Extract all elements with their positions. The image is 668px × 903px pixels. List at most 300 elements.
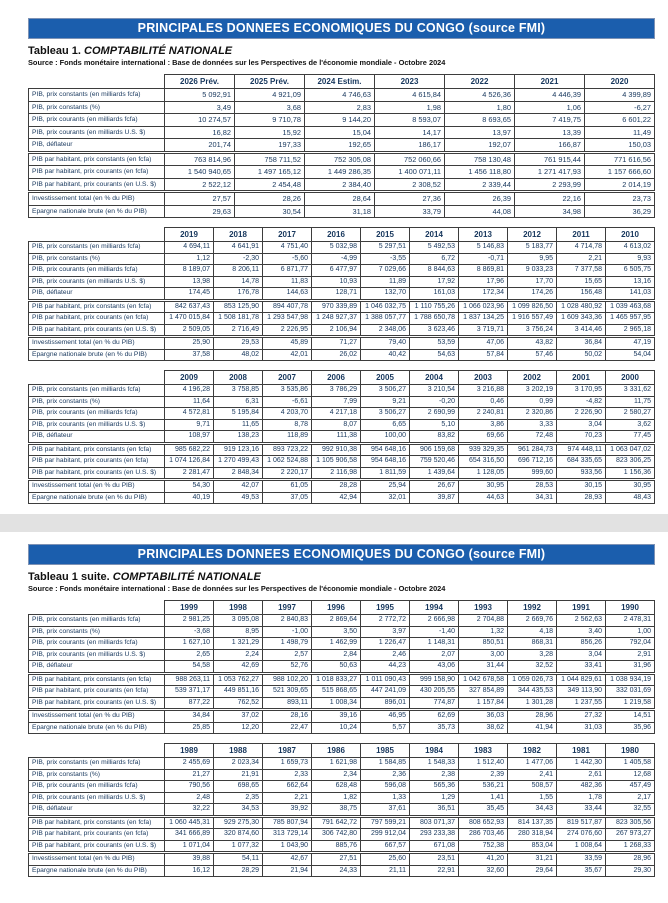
data-cell: 9,21 bbox=[361, 396, 410, 408]
row-label: PIB, prix courants (en milliards fcfa) bbox=[29, 265, 165, 277]
year-header: 2007 bbox=[263, 371, 312, 385]
data-cell: 2 220,17 bbox=[263, 467, 312, 480]
data-cell: 17,70 bbox=[508, 276, 557, 288]
data-cell: 2 869,64 bbox=[312, 615, 361, 627]
data-cell: -5,60 bbox=[263, 253, 312, 265]
data-cell: 57,84 bbox=[459, 349, 508, 361]
data-cell: 823 306,25 bbox=[606, 456, 655, 468]
data-cell: 42,67 bbox=[263, 853, 312, 866]
table-row bbox=[29, 431, 655, 444]
data-cell: 54,30 bbox=[165, 480, 214, 493]
row-label: Epargne nationale brute (en % du PIB) bbox=[29, 205, 165, 218]
data-cell: 929 275,30 bbox=[214, 816, 263, 829]
table-row bbox=[29, 722, 655, 734]
data-cell: 1 584,85 bbox=[361, 758, 410, 770]
data-cell: -0,20 bbox=[410, 396, 459, 408]
corner-cell bbox=[29, 601, 165, 615]
table-row bbox=[29, 480, 655, 493]
data-cell: 77,45 bbox=[606, 431, 655, 444]
data-cell: 313 729,14 bbox=[263, 829, 312, 841]
data-cell: 31,44 bbox=[459, 661, 508, 674]
data-cell: 3 414,46 bbox=[557, 324, 606, 337]
data-cell: 8 206,11 bbox=[214, 265, 263, 277]
corner-cell bbox=[29, 75, 165, 89]
data-cell: 1 157,84 bbox=[459, 697, 508, 710]
data-cell: 3,50 bbox=[312, 626, 361, 638]
data-cell: 1 271 417,93 bbox=[515, 166, 585, 179]
data-cell: 161,03 bbox=[410, 288, 459, 301]
data-cell: 539 371,17 bbox=[165, 686, 214, 698]
data-cell: 192,07 bbox=[445, 139, 515, 153]
row-label: Investissement total (en % du PIB) bbox=[29, 853, 165, 866]
data-cell: 8 869,81 bbox=[459, 265, 508, 277]
data-cell: 919 123,16 bbox=[214, 443, 263, 456]
data-cell: 44,08 bbox=[445, 205, 515, 218]
data-cell: 42,94 bbox=[312, 492, 361, 504]
data-cell: 2,17 bbox=[606, 792, 655, 804]
data-cell: 4,18 bbox=[508, 626, 557, 638]
data-cell: 1 038 934,19 bbox=[606, 673, 655, 686]
row-label: PIB, prix courants (en milliards U.S. $) bbox=[29, 792, 165, 804]
row-label: PIB, prix courants (en milliards U.S. $) bbox=[29, 419, 165, 431]
year-header-row bbox=[29, 601, 655, 615]
data-cell: 2 339,44 bbox=[445, 178, 515, 192]
data-cell: 1,00 bbox=[606, 626, 655, 638]
row-label: PIB, déflateur bbox=[29, 139, 165, 153]
data-cell: 28,93 bbox=[557, 492, 606, 504]
data-cell: 1 071,04 bbox=[165, 840, 214, 853]
table-row bbox=[29, 419, 655, 431]
data-cell: 21,91 bbox=[214, 769, 263, 781]
year-header: 2026 Prév. bbox=[165, 75, 235, 89]
data-cell: 54,58 bbox=[165, 661, 214, 674]
data-cell: 2 023,34 bbox=[214, 758, 263, 770]
data-cell: 37,58 bbox=[165, 349, 214, 361]
data-cell: 1,12 bbox=[165, 253, 214, 265]
data-cell: 5,57 bbox=[361, 722, 410, 734]
data-cell: 2 562,63 bbox=[557, 615, 606, 627]
data-cell: 156,48 bbox=[557, 288, 606, 301]
data-cell: -0,71 bbox=[459, 253, 508, 265]
data-cell: 10,93 bbox=[312, 276, 361, 288]
row-label: PIB par habitant, prix courants (en fcfa) bbox=[29, 166, 165, 179]
data-cell: -3,68 bbox=[165, 626, 214, 638]
table-row bbox=[29, 697, 655, 710]
data-cell: 2,39 bbox=[459, 769, 508, 781]
data-cell: 28,26 bbox=[235, 192, 305, 206]
data-cell: 482,36 bbox=[557, 781, 606, 793]
data-cell: 893,11 bbox=[263, 697, 312, 710]
table-row bbox=[29, 265, 655, 277]
data-cell: 33,44 bbox=[557, 804, 606, 817]
data-cell: 30,95 bbox=[459, 480, 508, 493]
data-cell: 15,04 bbox=[305, 126, 375, 139]
year-header: 2022 bbox=[445, 75, 515, 89]
data-cell: 954 648,16 bbox=[361, 443, 410, 456]
row-label: Epargne nationale brute (en % du PIB) bbox=[29, 492, 165, 504]
table-row bbox=[29, 686, 655, 698]
data-cell: 850,51 bbox=[459, 638, 508, 650]
data-cell: 26,67 bbox=[410, 480, 459, 493]
data-cell: 32,22 bbox=[165, 804, 214, 817]
data-cell: 5,10 bbox=[410, 419, 459, 431]
data-cell: 10,24 bbox=[312, 722, 361, 734]
data-cell: 992 910,38 bbox=[312, 443, 361, 456]
data-cell: 1 916 557,49 bbox=[508, 313, 557, 325]
data-cell: -3,55 bbox=[361, 253, 410, 265]
data-cell: 28,96 bbox=[508, 710, 557, 723]
report-page-2 bbox=[0, 532, 668, 903]
data-cell: 2,65 bbox=[165, 649, 214, 661]
data-cell: 31,96 bbox=[606, 661, 655, 674]
data-cell: 38,62 bbox=[459, 722, 508, 734]
data-cell: 47,19 bbox=[606, 337, 655, 350]
table-row bbox=[29, 192, 655, 206]
data-cell: 26,02 bbox=[312, 349, 361, 361]
data-cell: 2,24 bbox=[214, 649, 263, 661]
data-cell: 2,33 bbox=[263, 769, 312, 781]
table-1999-1990 bbox=[28, 600, 655, 734]
data-cell: 3 756,24 bbox=[508, 324, 557, 337]
data-cell: 5 146,83 bbox=[459, 242, 508, 254]
year-header: 2014 bbox=[410, 228, 459, 242]
data-cell: 1 456 118,80 bbox=[445, 166, 515, 179]
data-cell: 36,51 bbox=[410, 804, 459, 817]
data-cell: 1 008,64 bbox=[557, 840, 606, 853]
table-row bbox=[29, 349, 655, 361]
data-cell: 823 305,56 bbox=[606, 816, 655, 829]
data-cell: 536,21 bbox=[459, 781, 508, 793]
data-cell: 771 616,56 bbox=[585, 152, 655, 166]
table-row bbox=[29, 178, 655, 192]
data-cell: 57,46 bbox=[508, 349, 557, 361]
data-cell: 293 233,38 bbox=[410, 829, 459, 841]
year-header-row bbox=[29, 228, 655, 242]
data-cell: 2 348,06 bbox=[361, 324, 410, 337]
report-banner: PRINCIPALES DONNEES ECONOMIQUES DU CONGO (source FMI) bbox=[28, 18, 655, 39]
data-cell: 1 128,05 bbox=[459, 467, 508, 480]
row-label: PIB, prix constants (%) bbox=[29, 396, 165, 408]
data-cell: 4 694,11 bbox=[165, 242, 214, 254]
data-cell: 1,98 bbox=[375, 101, 445, 114]
data-cell: 970 339,89 bbox=[312, 300, 361, 313]
data-cell: 3 535,86 bbox=[263, 385, 312, 397]
data-cell: 1 248 927,37 bbox=[312, 313, 361, 325]
year-header: 1997 bbox=[263, 601, 312, 615]
data-cell: 508,57 bbox=[508, 781, 557, 793]
data-cell: 21,94 bbox=[263, 865, 312, 877]
year-header: 2000 bbox=[606, 371, 655, 385]
data-cell: 3,49 bbox=[165, 101, 235, 114]
data-cell: 7 377,58 bbox=[557, 265, 606, 277]
data-cell: 9,95 bbox=[508, 253, 557, 265]
data-cell: 752 060,66 bbox=[375, 152, 445, 166]
data-cell: 4 714,78 bbox=[557, 242, 606, 254]
data-cell: 25,90 bbox=[165, 337, 214, 350]
data-cell: 3,33 bbox=[508, 419, 557, 431]
row-label: PIB par habitant, prix courants (en U.S. $) bbox=[29, 324, 165, 337]
data-cell: 12,20 bbox=[214, 722, 263, 734]
data-cell: 5 092,91 bbox=[165, 89, 235, 102]
data-cell: 449 851,16 bbox=[214, 686, 263, 698]
data-cell: 70,23 bbox=[557, 431, 606, 444]
data-cell: 10 274,57 bbox=[165, 114, 235, 127]
year-header: 2006 bbox=[312, 371, 361, 385]
table-row bbox=[29, 649, 655, 661]
data-cell: 144,63 bbox=[263, 288, 312, 301]
year-header: 2021 bbox=[515, 75, 585, 89]
data-cell: 11,64 bbox=[165, 396, 214, 408]
data-cell: 2 772,72 bbox=[361, 615, 410, 627]
data-cell: 1 219,58 bbox=[606, 697, 655, 710]
data-cell: 2 478,31 bbox=[606, 615, 655, 627]
data-cell: 34,31 bbox=[508, 492, 557, 504]
data-cell: 50,02 bbox=[557, 349, 606, 361]
data-cell: 6 601,22 bbox=[585, 114, 655, 127]
year-header: 2018 bbox=[214, 228, 263, 242]
data-cell: 1 044 829,61 bbox=[557, 673, 606, 686]
row-label: PIB, prix courants (en milliards fcfa) bbox=[29, 114, 165, 127]
data-cell: 0,99 bbox=[508, 396, 557, 408]
data-cell: 1 449 286,35 bbox=[305, 166, 375, 179]
data-cell: 2,61 bbox=[557, 769, 606, 781]
data-cell: 42,69 bbox=[214, 661, 263, 674]
table-title-prefix: Tableau 1 suite. bbox=[28, 571, 110, 583]
data-cell: 521 309,65 bbox=[263, 686, 312, 698]
data-cell: 138,23 bbox=[214, 431, 263, 444]
data-cell: 29,63 bbox=[165, 205, 235, 218]
data-cell: 174,26 bbox=[508, 288, 557, 301]
data-cell: 1 105 906,58 bbox=[312, 456, 361, 468]
data-cell: 2 240,81 bbox=[459, 408, 508, 420]
data-cell: 3 331,62 bbox=[606, 385, 655, 397]
year-header-row bbox=[29, 75, 655, 89]
data-cell: 1 465 957,95 bbox=[606, 313, 655, 325]
data-cell: 8,95 bbox=[214, 626, 263, 638]
row-label: Investissement total (en % du PIB) bbox=[29, 710, 165, 723]
data-cell: 166,87 bbox=[515, 139, 585, 153]
data-cell: 885,76 bbox=[312, 840, 361, 853]
table-row bbox=[29, 166, 655, 179]
data-cell: 1,82 bbox=[312, 792, 361, 804]
page-divider bbox=[0, 514, 668, 532]
data-cell: 868,31 bbox=[508, 638, 557, 650]
data-cell: 2,21 bbox=[263, 792, 312, 804]
table-row bbox=[29, 89, 655, 102]
data-cell: 54,04 bbox=[606, 349, 655, 361]
data-cell: 2 454,48 bbox=[235, 178, 305, 192]
data-cell: 172,34 bbox=[459, 288, 508, 301]
data-cell: 176,78 bbox=[214, 288, 263, 301]
data-cell: 2 840,83 bbox=[263, 615, 312, 627]
data-cell: 3,00 bbox=[459, 649, 508, 661]
data-cell: 3,86 bbox=[459, 419, 508, 431]
data-cell: 1 388 057,77 bbox=[361, 313, 410, 325]
data-cell: 48,02 bbox=[214, 349, 263, 361]
data-cell: 28,16 bbox=[263, 710, 312, 723]
data-cell: 3 758,85 bbox=[214, 385, 263, 397]
data-cell: 15,92 bbox=[235, 126, 305, 139]
data-cell: 9 710,78 bbox=[235, 114, 305, 127]
row-label: PIB, déflateur bbox=[29, 804, 165, 817]
year-header: 1988 bbox=[214, 744, 263, 758]
data-cell: 2,41 bbox=[508, 769, 557, 781]
data-cell: 34,84 bbox=[165, 710, 214, 723]
data-cell: 752 305,08 bbox=[305, 152, 375, 166]
data-cell: 596,08 bbox=[361, 781, 410, 793]
data-cell: 1 497 165,12 bbox=[235, 166, 305, 179]
data-cell: -4,82 bbox=[557, 396, 606, 408]
data-cell: 54,11 bbox=[214, 853, 263, 866]
data-cell: 954 648,16 bbox=[361, 456, 410, 468]
data-cell: 46,95 bbox=[361, 710, 410, 723]
data-cell: 758 130,48 bbox=[445, 152, 515, 166]
data-cell: 44,63 bbox=[459, 492, 508, 504]
data-cell: 8 693,65 bbox=[445, 114, 515, 127]
data-cell: 3 506,27 bbox=[361, 408, 410, 420]
table-row bbox=[29, 385, 655, 397]
data-cell: 0,46 bbox=[459, 396, 508, 408]
data-cell: 684 335,65 bbox=[557, 456, 606, 468]
data-cell: 4 641,91 bbox=[214, 242, 263, 254]
data-cell: 1 011 090,43 bbox=[361, 673, 410, 686]
data-cell: 759 520,46 bbox=[410, 456, 459, 468]
data-cell: 39,16 bbox=[312, 710, 361, 723]
data-cell: 118,89 bbox=[263, 431, 312, 444]
table-row bbox=[29, 792, 655, 804]
data-cell: 2 106,94 bbox=[312, 324, 361, 337]
table-row bbox=[29, 408, 655, 420]
row-label: PIB, prix constants (en milliards fcfa) bbox=[29, 385, 165, 397]
data-cell: 16,12 bbox=[165, 865, 214, 877]
data-cell: 1 043,90 bbox=[263, 840, 312, 853]
row-label: PIB, prix courants (en milliards fcfa) bbox=[29, 408, 165, 420]
data-cell: 2 509,05 bbox=[165, 324, 214, 337]
data-cell: 988 102,20 bbox=[263, 673, 312, 686]
data-cell: 35,45 bbox=[459, 804, 508, 817]
data-cell: 1,41 bbox=[459, 792, 508, 804]
data-cell: 150,03 bbox=[585, 139, 655, 153]
data-cell: 1 008,34 bbox=[312, 697, 361, 710]
data-cell: -1,40 bbox=[410, 626, 459, 638]
data-cell: -6,61 bbox=[263, 396, 312, 408]
data-cell: 32,60 bbox=[459, 865, 508, 877]
data-cell: 23,51 bbox=[410, 853, 459, 866]
data-cell: 785 807,94 bbox=[263, 816, 312, 829]
data-cell: 430 205,55 bbox=[410, 686, 459, 698]
data-cell: 5 183,77 bbox=[508, 242, 557, 254]
row-label: PIB, prix courants (en milliards fcfa) bbox=[29, 781, 165, 793]
row-label: PIB, prix courants (en milliards U.S. $) bbox=[29, 126, 165, 139]
data-cell: 25,94 bbox=[361, 480, 410, 493]
data-cell: 1 548,33 bbox=[410, 758, 459, 770]
year-header: 1994 bbox=[410, 601, 459, 615]
data-cell: 3 210,54 bbox=[410, 385, 459, 397]
data-cell: 52,76 bbox=[263, 661, 312, 674]
row-label: PIB par habitant, prix constants (en fcfa) bbox=[29, 816, 165, 829]
data-cell: 4 613,02 bbox=[606, 242, 655, 254]
report-banner: PRINCIPALES DONNEES ECONOMIQUES DU CONGO (source FMI) bbox=[28, 544, 655, 565]
data-cell: 61,05 bbox=[263, 480, 312, 493]
data-cell: 47,06 bbox=[459, 337, 508, 350]
data-cell: 14,51 bbox=[606, 710, 655, 723]
data-cell: 2 981,25 bbox=[165, 615, 214, 627]
data-cell: 50,63 bbox=[312, 661, 361, 674]
data-cell: 3 095,08 bbox=[214, 615, 263, 627]
year-header: 1985 bbox=[361, 744, 410, 758]
row-label: PIB par habitant, prix courants (en U.S. $) bbox=[29, 840, 165, 853]
data-cell: 27,32 bbox=[557, 710, 606, 723]
data-cell: 8 844,63 bbox=[410, 265, 459, 277]
year-header: 2004 bbox=[410, 371, 459, 385]
data-cell: 6 871,77 bbox=[263, 265, 312, 277]
year-header: 2015 bbox=[361, 228, 410, 242]
data-cell: 3,04 bbox=[557, 649, 606, 661]
data-cell: 27,51 bbox=[312, 853, 361, 866]
data-cell: 1 028 480,92 bbox=[557, 300, 606, 313]
corner-cell bbox=[29, 371, 165, 385]
data-cell: -4,99 bbox=[312, 253, 361, 265]
data-cell: 32,55 bbox=[606, 804, 655, 817]
data-cell: 27,36 bbox=[375, 192, 445, 206]
data-cell: 38,75 bbox=[312, 804, 361, 817]
data-cell: 14,78 bbox=[214, 276, 263, 288]
data-cell: 2 848,34 bbox=[214, 467, 263, 480]
data-cell: 1,32 bbox=[459, 626, 508, 638]
data-cell: 1 301,28 bbox=[508, 697, 557, 710]
data-cell: 933,56 bbox=[557, 467, 606, 480]
data-cell: 2 704,88 bbox=[459, 615, 508, 627]
data-cell: 985 682,22 bbox=[165, 443, 214, 456]
data-cell: 42,07 bbox=[214, 480, 263, 493]
data-cell: 21,27 bbox=[165, 769, 214, 781]
data-cell: 22,47 bbox=[263, 722, 312, 734]
table-row bbox=[29, 615, 655, 627]
table-row bbox=[29, 467, 655, 480]
data-cell: 21,11 bbox=[361, 865, 410, 877]
row-label: PIB, déflateur bbox=[29, 288, 165, 301]
data-cell: 3,04 bbox=[557, 419, 606, 431]
data-cell: 894 407,78 bbox=[263, 300, 312, 313]
row-label: PIB, prix constants (%) bbox=[29, 101, 165, 114]
row-label: PIB par habitant, prix courants (en fcfa) bbox=[29, 313, 165, 325]
year-header: 1995 bbox=[361, 601, 410, 615]
data-cell: 3,62 bbox=[606, 419, 655, 431]
data-cell: 1 477,06 bbox=[508, 758, 557, 770]
data-cell: 1 470 015,84 bbox=[165, 313, 214, 325]
data-cell: 792,04 bbox=[606, 638, 655, 650]
data-cell: 1 442,30 bbox=[557, 758, 606, 770]
data-cell: 11,49 bbox=[585, 126, 655, 139]
year-header: 2023 bbox=[375, 75, 445, 89]
data-cell: 24,33 bbox=[312, 865, 361, 877]
data-cell: 36,29 bbox=[585, 205, 655, 218]
year-header: 1984 bbox=[410, 744, 459, 758]
table-row bbox=[29, 242, 655, 254]
data-cell: 13,98 bbox=[165, 276, 214, 288]
table-row bbox=[29, 865, 655, 877]
row-label: PIB, prix courants (en milliards U.S. $) bbox=[29, 276, 165, 288]
row-label: PIB, prix courants (en milliards fcfa) bbox=[29, 638, 165, 650]
data-cell: 54,63 bbox=[410, 349, 459, 361]
data-cell: 4 751,40 bbox=[263, 242, 312, 254]
table-row bbox=[29, 492, 655, 504]
data-cell: 11,83 bbox=[263, 276, 312, 288]
data-cell: 320 874,60 bbox=[214, 829, 263, 841]
table-2009-2000 bbox=[28, 370, 655, 504]
table-row bbox=[29, 626, 655, 638]
data-cell: 774,87 bbox=[410, 697, 459, 710]
